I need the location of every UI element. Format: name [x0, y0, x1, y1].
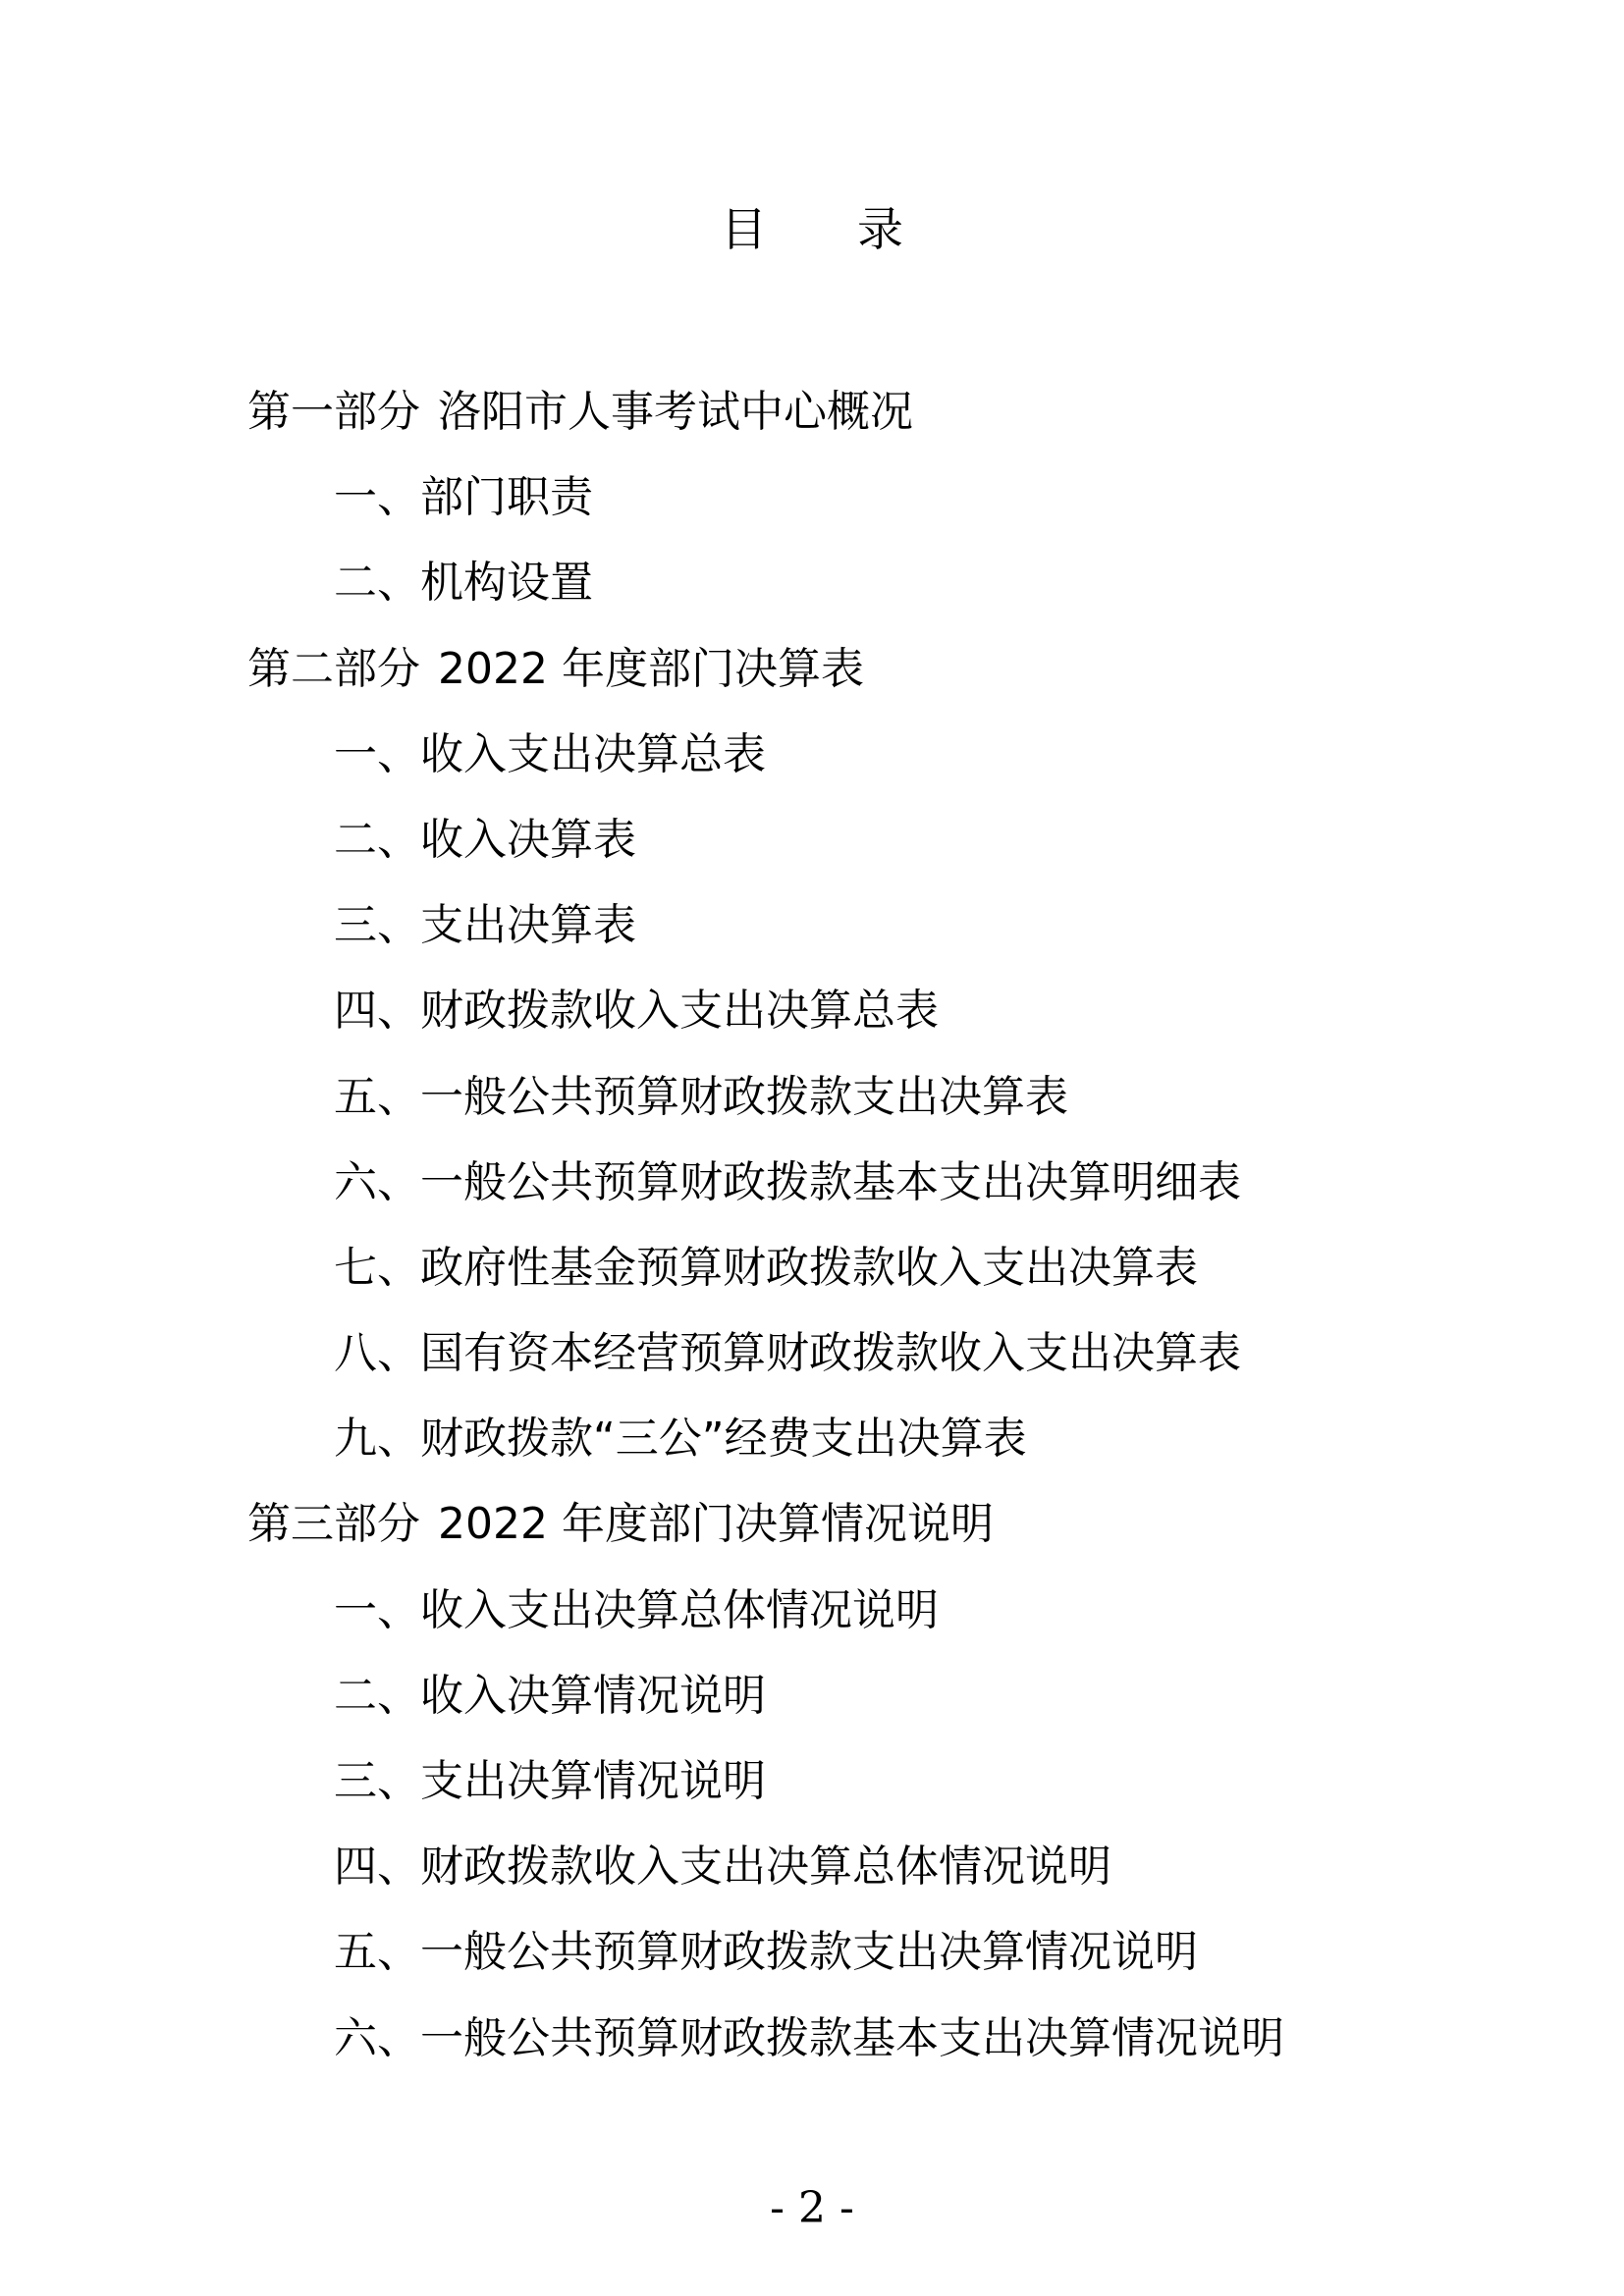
toc-item[interactable]: 一、收入支出决算总表 [334, 728, 766, 779]
toc-part-3[interactable] [247, 1492, 1426, 1577]
toc-item[interactable]: 一、部门职责 [334, 472, 593, 523]
toc-part-title: 2022 年度部门决算表 [438, 643, 864, 694]
toc-item[interactable]: 四、财政拨款收入支出决算总体情况说明 [334, 1842, 1111, 1893]
toc-item[interactable]: 九、财政拨款“三公”经费支出决算表 [334, 1414, 1027, 1465]
toc-item[interactable]: 七、政府性基金预算财政拨款收入支出决算表 [334, 1242, 1198, 1293]
toc-part-label: 第一部分 [247, 387, 420, 437]
toc-part-1[interactable] [247, 380, 1426, 465]
toc-item[interactable]: 五、一般公共预算财政拨款支出决算表 [334, 1071, 1068, 1122]
toc-item[interactable]: 二、收入决算情况说明 [334, 1670, 766, 1721]
toc-item[interactable]: 二、收入决算表 [334, 814, 636, 865]
page-title: 目录 [721, 203, 994, 257]
toc-item[interactable]: 四、财政拨款收入支出决算总表 [334, 986, 939, 1037]
page-number: - 2 - [770, 2183, 854, 2233]
toc-part-label: 第三部分 [247, 1499, 420, 1550]
table-of-contents [247, 380, 1426, 2092]
toc-part-2[interactable] [247, 637, 1426, 722]
toc-item[interactable]: 五、一般公共预算财政拨款支出决算情况说明 [334, 1927, 1198, 1978]
toc-item[interactable]: 六、一般公共预算财政拨款基本支出决算情况说明 [334, 2012, 1284, 2063]
toc-part-title: 2022 年度部门决算情况说明 [438, 1499, 994, 1550]
toc-item[interactable]: 一、收入支出决算总体情况说明 [334, 1584, 939, 1635]
toc-item[interactable]: 六、一般公共预算财政拨款基本支出决算明细表 [334, 1156, 1241, 1207]
toc-item[interactable]: 二、机构设置 [334, 558, 593, 609]
toc-item[interactable]: 三、支出决算情况说明 [334, 1756, 766, 1806]
toc-part-title: 洛阳市人事考试中心概况 [438, 387, 913, 437]
toc-item[interactable]: 三、支出决算表 [334, 900, 636, 951]
toc-item[interactable]: 八、国有资本经营预算财政拨款收入支出决算表 [334, 1328, 1241, 1379]
toc-part-label: 第二部分 [247, 643, 420, 694]
